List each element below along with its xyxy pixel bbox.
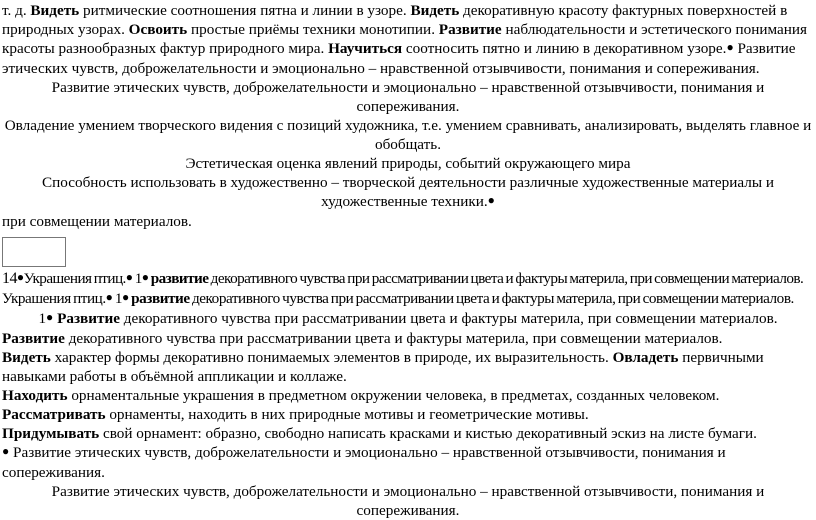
text: ритмические соотношения пятна и линии в узоре. xyxy=(79,2,411,19)
bold-term: Видеть xyxy=(30,2,80,19)
text: т. д. xyxy=(2,2,31,19)
bold-term: Овладеть xyxy=(612,349,679,366)
bold-term: Рассматривать xyxy=(2,406,106,423)
bullet-icon: ● xyxy=(141,270,149,284)
bold-term: развитие xyxy=(150,270,209,287)
text: декоративную красоту фактурных поверхностей в природных узорах. xyxy=(2,2,788,38)
text: простые приёмы техники монотипии. xyxy=(187,21,439,38)
document-page xyxy=(0,1,816,519)
text: 1 xyxy=(132,270,142,287)
line-development-1 xyxy=(0,309,816,329)
bold-term: Развитие xyxy=(57,310,120,327)
text: Украшения птиц. xyxy=(23,270,126,287)
paragraph-examine-ornaments xyxy=(0,405,816,424)
line-bird-decorations-1 xyxy=(0,269,816,289)
lesson-number: 14 xyxy=(2,270,17,287)
text: декоративного чувства при рассматривании цвета и фактуры материла, при совмещении материалов. xyxy=(189,290,794,307)
text: 1 xyxy=(112,290,122,307)
bold-term: Развитие xyxy=(438,21,502,38)
bold-term: Видеть xyxy=(410,2,460,19)
paragraph-aesthetic: Эстетическая оценка явлений природы, событий окружающего мира xyxy=(185,155,631,172)
paragraph-ability xyxy=(0,173,816,212)
text: орнаментальные украшения в предметном окружении человека, в предметах, созданных человеком. xyxy=(67,387,720,404)
text: наблюдательности и эстетического понимания красоты разнообразных фактур природного мира. xyxy=(2,21,807,57)
text: Развитие этических чувств, доброжелательности и эмоционально – нравственной отзывчивости, понимания и сопереживания. xyxy=(2,444,726,481)
bullet-icon: ● xyxy=(487,193,495,207)
bold-term: Находить xyxy=(2,387,68,404)
bold-term: Видеть xyxy=(2,349,51,366)
text: Способность использовать в художественно – творческой деятельности различные художественные материалы и художественные техники. xyxy=(42,174,774,210)
paragraph-ethics-bullet xyxy=(0,443,816,482)
bold-term: развитие xyxy=(131,290,190,307)
text: первичными навыками работы в объёмной аппликации и коллаже. xyxy=(2,349,764,385)
bullet-icon: ● xyxy=(726,40,734,54)
empty-table-cell xyxy=(2,237,66,267)
paragraph-see-form xyxy=(0,348,816,386)
bullet-icon: ● xyxy=(105,290,113,304)
bold-term: Придумывать xyxy=(2,425,100,442)
bullet-icon: ● xyxy=(125,270,133,284)
text: свой орнамент: образно, свободно написать красками и кистью декоративный эскиз на листе бумаги. xyxy=(99,425,757,442)
bullet-icon: ● xyxy=(121,290,129,304)
paragraph-ethics-repeat: Развитие этических чувств, доброжелательности и эмоционально – нравственной отзывчивости, понимания и сопереживания. xyxy=(51,483,765,519)
paragraph-ethics: Развитие этических чувств, доброжелательности и эмоционально – нравственной отзывчивости, понимания и сопереживания. xyxy=(51,79,765,115)
paragraph-materials: при совмещении материалов. xyxy=(2,213,192,230)
paragraph-creative-vision: Овладение умением творческого видения с позиций художника, т.е. умением сравнивать, анализировать, выделять главное и обобщать. xyxy=(4,117,812,153)
text: характер формы декоративно понимаемых элементов в природе, их выразительность. xyxy=(50,349,613,366)
text: соотносить пятно и линию в декоративном узоре. xyxy=(402,40,727,57)
text: орнаменты, находить в них природные мотивы и геометрические мотивы. xyxy=(105,406,589,423)
text: 1 xyxy=(38,310,47,327)
bold-term: Освоить xyxy=(128,21,188,38)
text: декоративного чувства при рассматривании цвета и фактуры материла, при совмещении материалов. xyxy=(64,330,723,347)
paragraph-goals-monotype xyxy=(0,1,816,78)
bullet-icon: ● xyxy=(2,444,10,458)
bullet-icon: ● xyxy=(16,270,24,284)
line-bird-decorations-2 xyxy=(0,289,816,309)
bullet-icon: ● xyxy=(46,310,54,324)
line-development-2 xyxy=(0,329,816,348)
paragraph-invent-ornament xyxy=(0,424,816,443)
paragraph-find-ornaments xyxy=(0,386,816,405)
text: декоративного чувства при рассматривании цвета и фактуры материла, при совмещении материалов. xyxy=(208,270,804,287)
bold-term: Развитие xyxy=(2,330,65,347)
bold-term: Научиться xyxy=(328,40,403,57)
text: Развитие этических чувств, доброжелательности и эмоционально – нравственной отзывчивости, понимания и сопереживания. xyxy=(2,40,796,77)
text: декоративного чувства при рассматривании цвета и фактуры материла, при совмещении материалов. xyxy=(119,310,778,327)
text: Украшения птиц. xyxy=(2,290,106,307)
